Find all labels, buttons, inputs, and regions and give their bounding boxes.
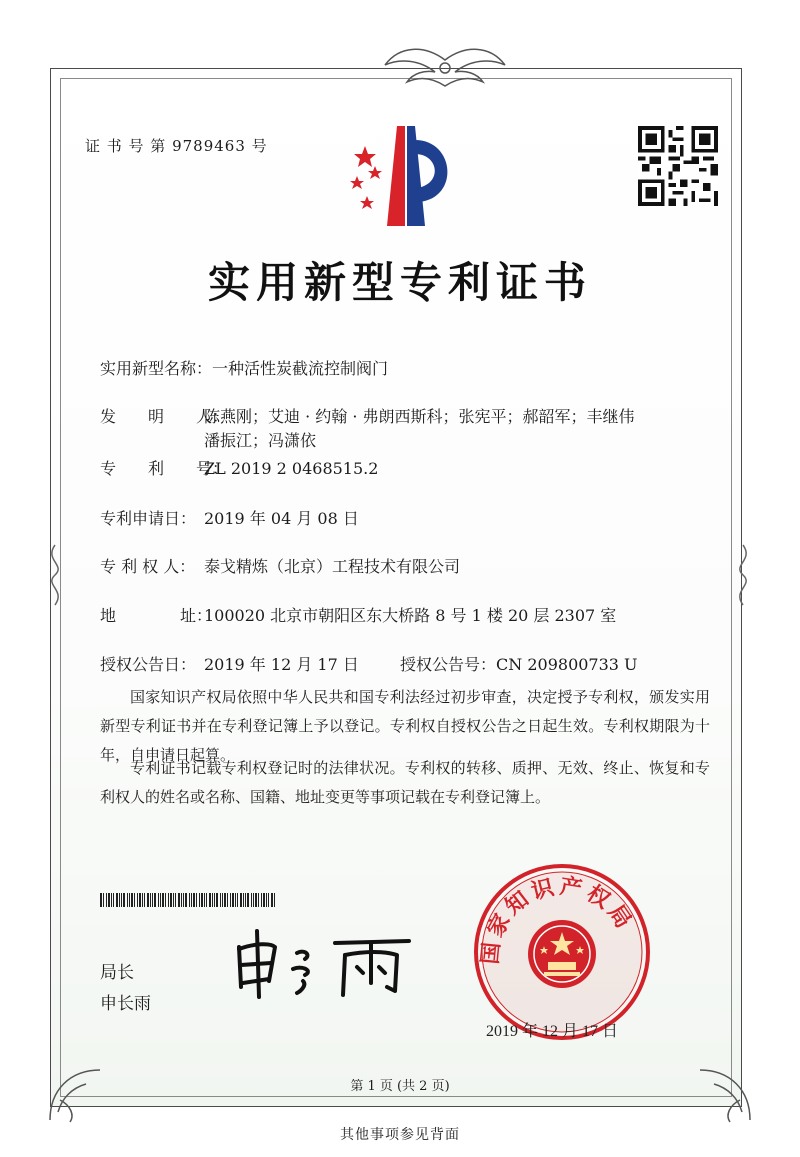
certificate-number: 证 书 号 第 9789463 号 (85, 137, 268, 155)
grant-number-row (400, 652, 638, 675)
inventors-label: 发 明 人： (100, 407, 229, 426)
patentee-value: 泰戈精炼（北京）工程技术有限公司 (204, 557, 461, 576)
page-number: 第 1 页 (共 2 页) (350, 1079, 450, 1094)
patent-number-row (100, 456, 378, 479)
signature-icon (225, 925, 415, 1000)
utility-model-name-row (100, 356, 388, 379)
inventors-value-line2: 潘振江；冯潇依 (204, 431, 317, 450)
bottom-right-ornament-icon (690, 1060, 760, 1130)
application-date-label: 专利申请日： (100, 509, 197, 528)
application-date-row (100, 506, 359, 529)
top-ornament-icon (365, 40, 525, 100)
address-value: 100020 北京市朝阳区东大桥路 8 号 1 楼 20 层 2307 室 (204, 606, 617, 625)
back-note: 其他事项参见背面 (340, 1127, 460, 1143)
certificate-title: 实用新型专利证书 (207, 258, 592, 307)
signatory-name: 申长雨 (100, 994, 151, 1014)
cnipa-logo-icon (335, 118, 470, 233)
utility-model-name-label: 实用新型名称： (100, 359, 213, 378)
patentee-row (100, 554, 460, 577)
inventors-row-2 (204, 428, 316, 451)
grant-number-label: 授权公告号： (400, 655, 497, 674)
paragraph-legal-status: 专利证书记载专利权登记时的法律状况。专利权的转移、质押、无效、终止、恢复和专利权人的姓名或名称、国籍、地址变更等事项记载在专利登记簿上。 (100, 759, 710, 806)
grant-number-value: CN 209800733 U (496, 655, 638, 674)
inventors-value-line1: 陈燕刚；艾迪 · 约翰 · 弗朗西斯科；张宪平；郝韶军；丰继伟 (204, 407, 635, 426)
address-label: 地 址： (100, 606, 213, 625)
left-ornament-icon (42, 540, 68, 610)
seal-date: 2019 年 12 月 17 日 (486, 1023, 619, 1040)
grant-date-value: 2019 年 12 月 17 日 (204, 655, 359, 674)
signatory-title: 局长 (100, 963, 134, 983)
grant-date-label: 授权公告日： (100, 655, 197, 674)
paragraph-grant-statement: 国家知识产权局依照中华人民共和国专利法经过初步审查，决定授予专利权，颁发实用新型专利证书并在专利登记簿上予以登记。专利权自授权公告之日起生效。专利权期限为十年，自申请日起算。 (100, 688, 710, 764)
patentee-label: 专 利 权 人： (100, 557, 196, 576)
barcode-icon (100, 893, 278, 907)
seal-text: 国家知识产权局 (477, 873, 639, 966)
inventors-row (100, 404, 635, 427)
utility-model-name-value: 一种活性炭截流控制阀门 (212, 359, 389, 378)
right-ornament-icon (730, 540, 756, 610)
grant-date-row (100, 652, 359, 675)
patent-number-value: ZL 2019 2 0468515.2 (204, 459, 379, 478)
patent-number-label: 专 利 号： (100, 459, 229, 478)
application-date-value: 2019 年 04 月 08 日 (204, 509, 359, 528)
qr-code-icon (638, 126, 718, 206)
official-seal-icon (472, 862, 652, 1042)
address-row (100, 603, 616, 626)
bottom-left-ornament-icon (40, 1060, 110, 1130)
